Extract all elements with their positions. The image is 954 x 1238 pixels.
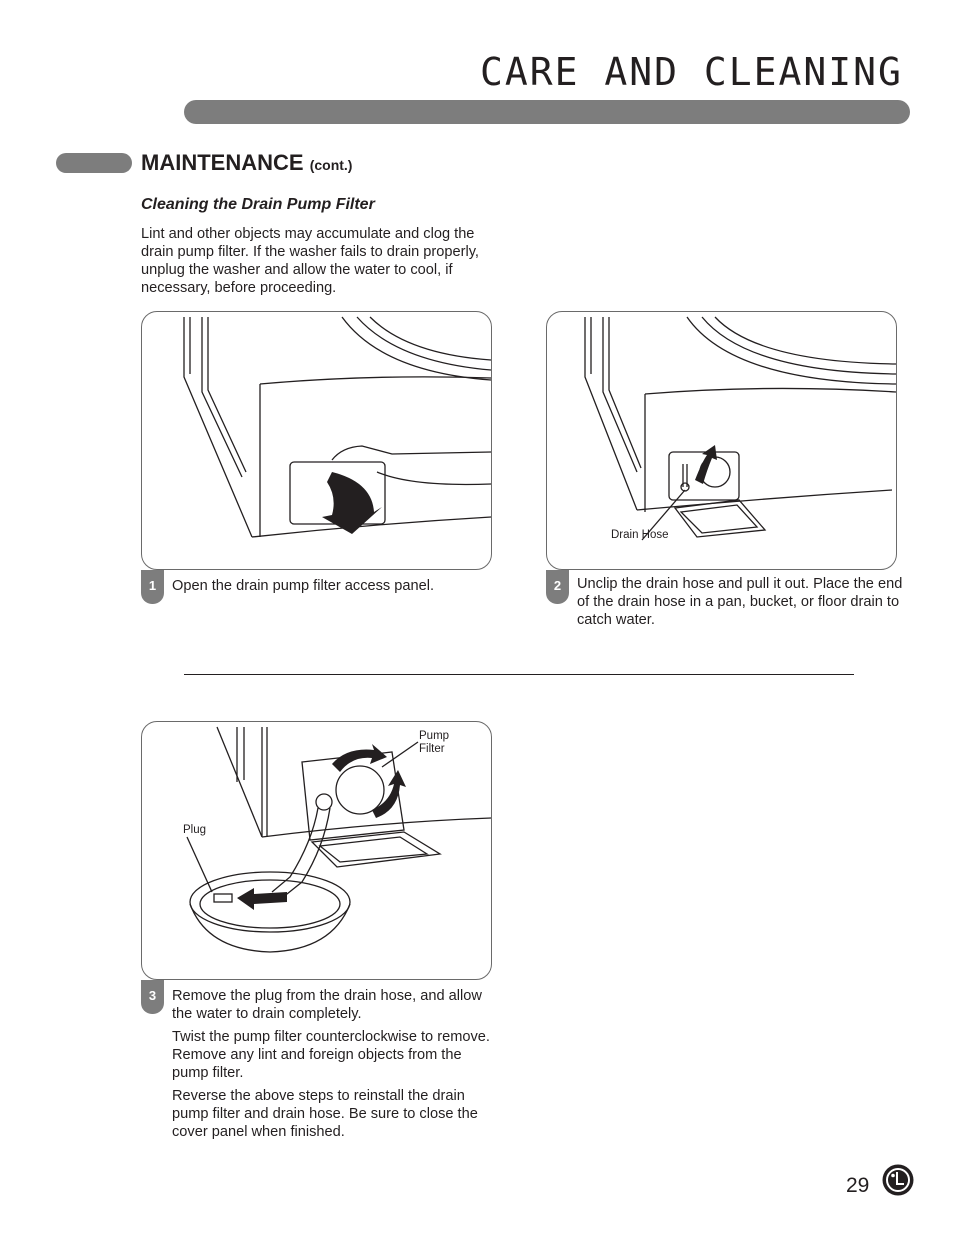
callout-pump-line-2: Filter (419, 743, 445, 755)
washer-drain-hose-illustration (547, 312, 896, 569)
callout-pump-filter (419, 730, 449, 756)
step-3-paragraph-1: Remove the plug from the drain hose, and allow the water to drain completely. (172, 988, 482, 1022)
step-1-illustration (141, 311, 492, 570)
step-1-text (172, 577, 492, 600)
sub-heading: Cleaning the Drain Pump Filter (141, 196, 375, 213)
callout-plug: Plug (183, 824, 207, 836)
step-3-badge: 3 (141, 980, 164, 1014)
section-heading (141, 150, 352, 176)
step-2-text (577, 575, 903, 634)
title-bar (184, 100, 910, 124)
section-divider (184, 674, 854, 675)
step-3-paragraph-3: Reverse the above steps to reinstall the drain pump filter and drain hose. Be sure to close the cover panel when finished. (172, 1088, 478, 1140)
callout-pump-line-1: Pump (419, 730, 450, 742)
step-3-illustration (141, 721, 492, 980)
washer-access-panel-illustration (142, 312, 491, 569)
lg-logo-icon (882, 1164, 914, 1196)
step-1-paragraph: Open the drain pump filter access panel. (172, 578, 435, 594)
section-pill (56, 153, 132, 173)
step-2-illustration (546, 311, 897, 570)
section-heading-text: MAINTENANCE (141, 150, 304, 175)
step-1-badge: 1 (141, 570, 164, 604)
section-heading-suffix: (cont.) (309, 157, 353, 173)
step-2-badge: 2 (546, 570, 569, 604)
page-number: 29 (846, 1174, 870, 1197)
step-3-text (172, 987, 497, 1146)
step-2-paragraph: Unclip the drain hose and pull it out. Place the end of the drain hose in a pan, bucket, or floor drain to catch water. (577, 576, 903, 628)
intro-paragraph: Lint and other objects may accumulate and clog the drain pump filter. If the washer fails to drain properly, unplug the washer and allow the water to cool, if necessary, before proceeding. (141, 226, 479, 296)
page-title: CARE AND CLEANING (480, 50, 903, 94)
callout-drain-hose: Drain Hose (611, 529, 669, 541)
pump-filter-plug-illustration (142, 722, 491, 979)
step-3-paragraph-2: Twist the pump filter counterclockwise to remove. Remove any lint and foreign objects from the pump filter. (172, 1029, 490, 1081)
